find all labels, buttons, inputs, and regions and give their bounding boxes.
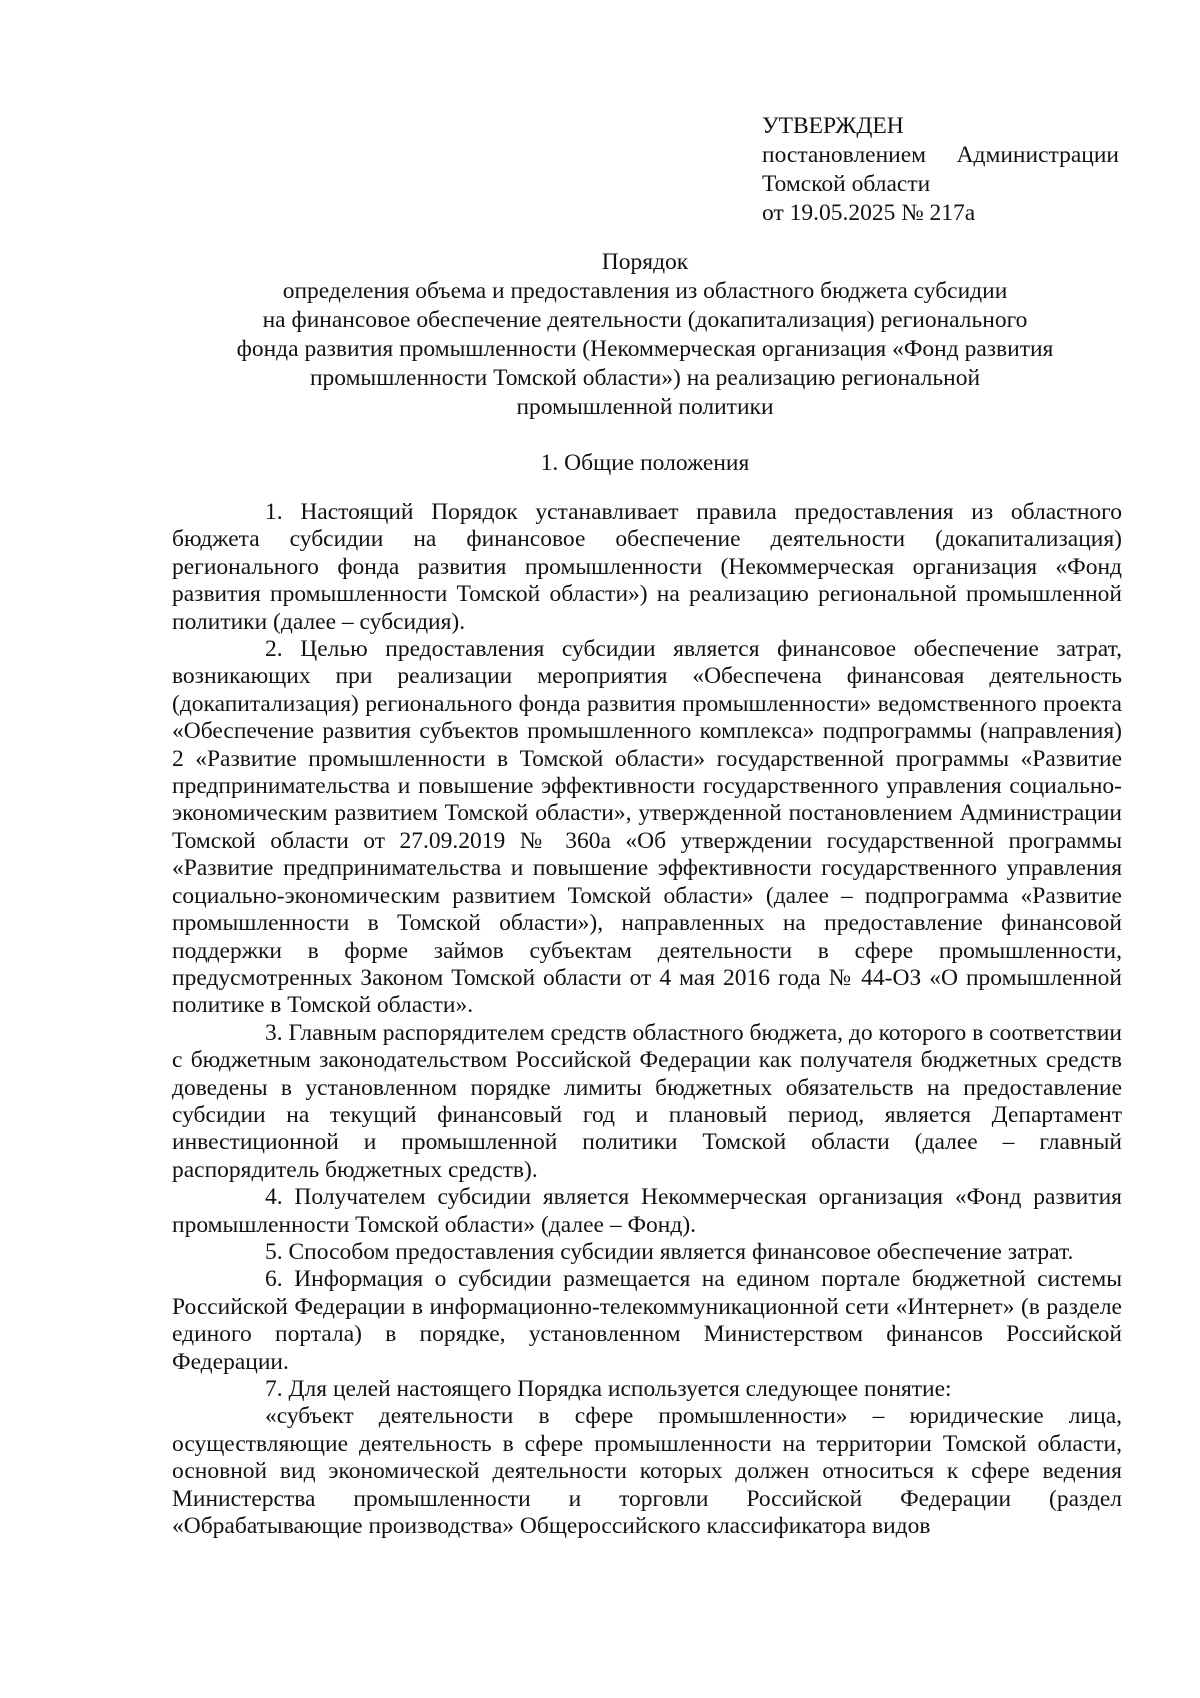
section-heading: 1. Общие положения: [540, 450, 750, 476]
title-line: фонда развития промышленности (Некоммерческая организация «Фонд развития: [236, 336, 1054, 362]
title-line: Порядок: [601, 249, 689, 275]
approval-date-number: от 19.05.2025 № 217а: [762, 200, 976, 226]
approval-issuer-word-2: Администрации: [956, 142, 1119, 168]
title-line: промышленной политики: [516, 394, 774, 420]
approval-region: Томской области: [762, 171, 931, 197]
paragraph-4: 4. Получателем субсидии является Некоммерческая организация «Фонд развития промышленности Томской области» (далее – Фонд).: [172, 1184, 1122, 1238]
paragraph-5: 5. Способом предоставления субсидии является финансовое обеспечение затрат.: [265, 1238, 1074, 1265]
paragraph-6: 6. Информация о субсидии размещается на едином портале бюджетной системы Российской Федерации в информационно-телекоммуникационной сети «Интернет» (в разделе единого портала) в порядке, установленном Министерством финансов Российской Федерации.: [172, 1266, 1122, 1375]
approval-issuer-line: [762, 141, 1119, 170]
section-body: [172, 499, 1122, 1540]
title-line: на финансовое обеспечение деятельности (докапитализация) регионального: [262, 307, 1028, 333]
title-line: промышленности Томской области») на реализацию региональной: [309, 365, 981, 391]
paragraph-definition: «субъект деятельности в сфере промышленности» – юридические лица, осуществляющие деятельность в сфере промышленности на территории Томской области, основной вид экономической деятельности которых должен относиться к сфере ведения Министерства промышленности и торговли Российской Федерации (раздел «Обрабатывающие производства» Общероссийского классификатора видов: [172, 1403, 1122, 1540]
paragraph-1: 1. Настоящий Порядок устанавливает правила предоставления из областного бюджета субсидии на финансовое обеспечение деятельности (докапитализация) регионального фонда развития промышленности (Некоммерческая организация «Фонд развития промышленности Томской области») на реализацию региональной промышленной политики (далее – субсидия).: [172, 499, 1122, 635]
approval-issuer-word-1: постановлением: [762, 142, 927, 168]
paragraph-7: 7. Для целей настоящего Порядка используется следующее понятие:: [265, 1376, 952, 1402]
document-title: [170, 248, 1120, 422]
approval-title: УТВЕРЖДЕН: [762, 113, 904, 139]
paragraph-3: 3. Главным распорядителем средств областного бюджета, до которого в соответствии с бюджетным законодательством Российской Федерации как получателя бюджетных средств доведены в установленном порядке лимиты бюджетных обязательств на предоставление субсидии на текущий финансовый год и плановый период, является Департамент инвестиционной и промышленной политики Томской области (далее – главный распорядитель бюджетных средств).: [172, 1019, 1122, 1183]
title-line: определения объема и предоставления из областного бюджета субсидии: [282, 278, 1008, 304]
paragraph-2: 2. Целью предоставления субсидии является финансовое обеспечение затрат, возникающих при реализации мероприятия «Обеспечена финансовая деятельность (докапитализация) регионального фонда развития промышленности» ведомственного проекта «Обеспечение развития субъектов промышленного комплекса» подпрограммы (направления) 2 «Развитие промышленности в Томской области» государственной программы «Развитие предпринимательства и повышение эффективности государственного управления социально-экономическим развитием Томской области», утвержденной постановлением Администрации Томской области от 27.09.2019 № 360а «Об утверждении государственной программы «Развитие предпринимательства и повышение эффективности государственного управления социально-экономическим развитием Томской области» (далее – подпрограмма «Развитие промышленности в Томской области»), направленных на предоставление финансовой поддержки в форме займов субъектам деятельности в сфере промышленности, предусмотренных Законом Томской области от 4 мая 2016 года № 44-ОЗ «О промышленной политике в Томской области».: [172, 636, 1122, 1019]
approval-stamp-block: [762, 112, 1122, 228]
